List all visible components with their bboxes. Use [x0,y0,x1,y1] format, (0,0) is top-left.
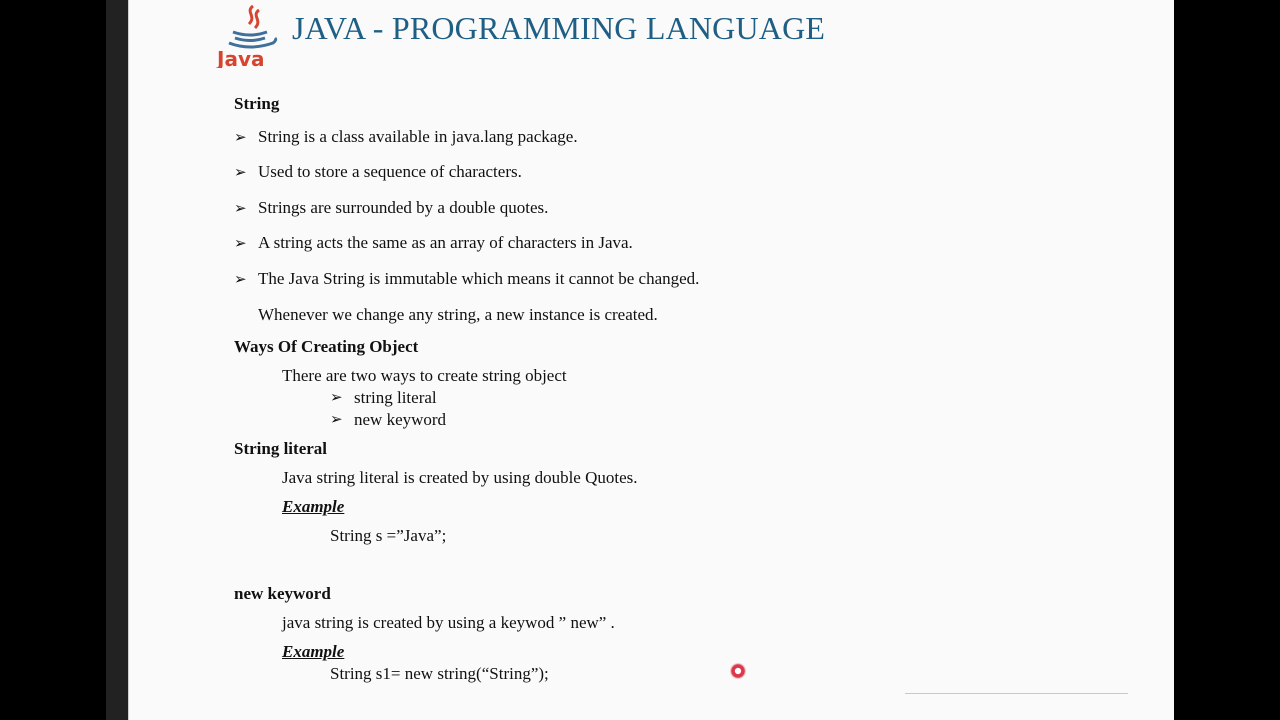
bullet-continuation: Whenever we change any string, a new instance is created. [258,305,658,324]
bullet-arrow-icon: ➢ [330,390,343,406]
java-logo [215,2,285,68]
bullet-arrow-icon: ➢ [330,412,343,428]
bullet-arrow-icon: ➢ [234,272,247,288]
page-title: JAVA - PROGRAMMING LANGUAGE [292,10,826,46]
bullet-text: String is a class available in java.lang package. [258,127,578,146]
footer-divider [905,693,1128,694]
bullet-arrow-icon: ➢ [234,165,247,181]
ways-item: new keyword [354,410,447,429]
ways-item: string literal [354,388,437,407]
new-code: String s1= new string(“String”); [330,664,549,683]
bullet-text: The Java String is immutable which means it cannot be changed. [258,269,700,288]
cursor-highlight-icon [730,663,746,679]
bullet-text: Used to store a sequence of characters. [258,162,522,181]
bullet-text: Strings are surrounded by a double quotes. [258,198,549,217]
left-gutter [106,0,128,720]
section-heading-new: new keyword [234,584,331,603]
section-heading-string: String [234,94,280,113]
ways-intro: There are two ways to create string object [282,366,567,385]
new-description: java string is created by using a keywod ” new” . [282,613,615,632]
section-heading-ways: Ways Of Creating Object [234,337,419,356]
literal-example-label: Example [282,497,345,516]
section-heading-literal: String literal [234,439,328,458]
bullet-arrow-icon: ➢ [234,236,247,252]
java-coffee-cup-icon [215,2,285,68]
document-page [129,0,1174,720]
bullet-arrow-icon: ➢ [234,130,247,146]
svg-text:Java: Java [217,47,265,68]
literal-description: Java string literal is created by using double Quotes. [282,468,638,487]
literal-code: String s =”Java”; [330,526,447,545]
bullet-arrow-icon: ➢ [234,201,247,217]
new-example-label: Example [282,642,345,661]
bullet-text: A string acts the same as an array of characters in Java. [258,233,633,252]
